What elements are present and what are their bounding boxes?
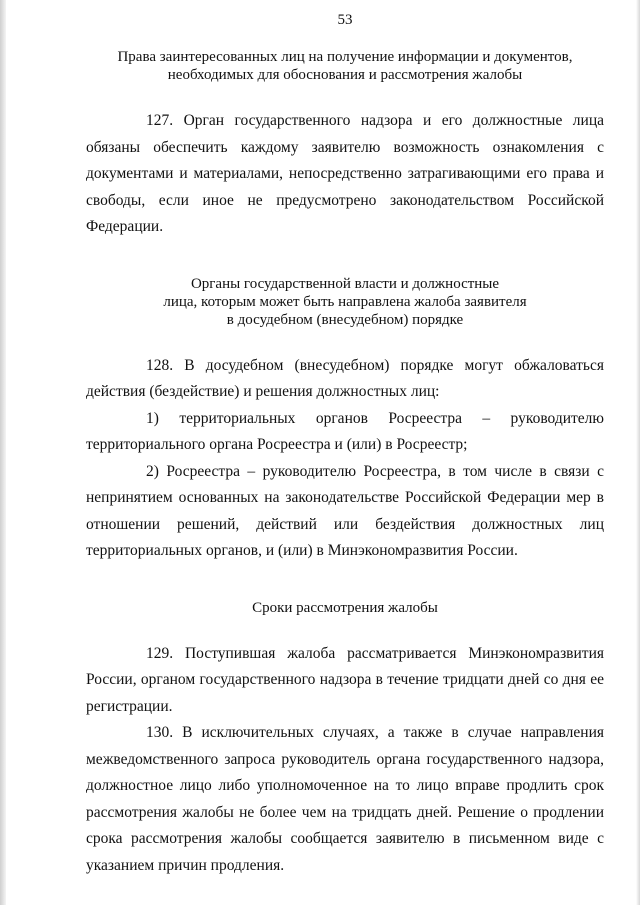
heading-line: Органы государственной власти и должностные [190, 275, 500, 292]
heading-line: Сроки рассмотрения жалобы [252, 599, 438, 616]
section-heading-authorities [86, 275, 604, 329]
spacer [86, 329, 604, 353]
spacer [86, 565, 604, 599]
section-heading-rights [86, 48, 604, 84]
section-heading-terms [86, 599, 604, 617]
paragraph-130: 130. В исключительных случаях, а также в случае направления межведомственного запроса руководитель органа государственного надзора, должностное лицо либо уполномоченное на то лицо вправе продлить срок рассмотрения жалобы не более чем на тридцать дней. Решение о продлении срока рассмотрения жалобы сообщается заявителю в письменном виде с указанием причин продления. [86, 724, 604, 874]
paragraph-128-item-2: 2) Росреестра – руководителю Росреестра, в том числе в связи с непринятием основанных на законодательстве Российской Федерации мер в отношении решений, действий или бездействия должностных лиц территориальных органов, и (или) в Минэкономразвития России. [86, 462, 604, 559]
heading-line: Права заинтересованных лиц на получение информации и документов, [117, 49, 573, 65]
paragraph-129: 129. Поступившая жалоба рассматривается Минэкономразвития России, органом государственного надзора в течение тридцати дней со дня ее регистрации. [86, 644, 604, 715]
paragraph-128-item-1: 1) территориальных органов Росреестра – руководителю территориального органа Росреестра и (или) в Росреестр; [86, 409, 604, 453]
paragraph-127: 127. Орган государственного надзора и его должностные лица обязаны обеспечить каждому заявителю возможность ознакомления с документами и материалами, непосредственно затрагивающими его права и свободы, если иное не предусмотрено законодательством Российской Федерации. [86, 112, 604, 235]
heading-line: в досудебном (внесудебном) порядке [226, 311, 464, 328]
spacer [86, 617, 604, 641]
paragraph-128: 128. В досудебном (внесудебном) порядке могут обжаловаться действия (бездействие) и решения должностных лиц: [86, 356, 604, 400]
spacer [86, 241, 604, 275]
spacer [86, 84, 604, 108]
page-number: 53 [337, 12, 353, 28]
heading-line: лица, которым может быть направлена жалоба заявителя [163, 293, 527, 310]
heading-line: необходимых для обоснования и рассмотрения жалобы [167, 67, 523, 83]
